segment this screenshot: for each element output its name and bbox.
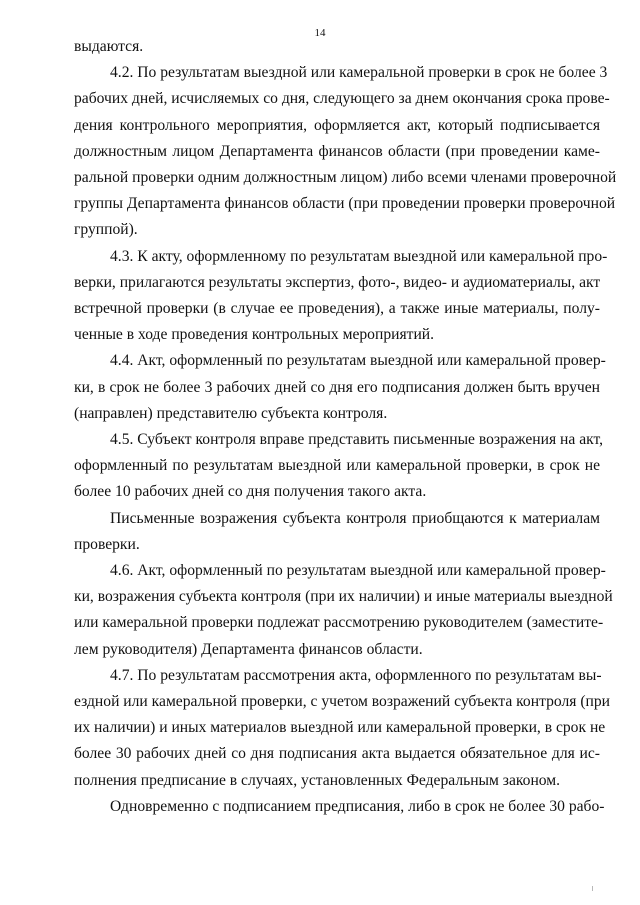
text-line: выдаются.: [74, 38, 144, 55]
text-line: их наличии) и иных материалов выездной или камеральной проверки, в срок не: [74, 719, 606, 737]
text-line: 4.6. Акт, оформленный по результатам выездной или камеральной провер-: [110, 562, 606, 580]
text-line: ездной или камеральной проверки, с учетом возражений субъекта контроля (при: [74, 693, 611, 711]
text-line: 4.2. По результатам выездной или камеральной проверки в срок не более 3: [110, 64, 608, 82]
text-line: 4.3. К акту, оформленному по результатам выездной или камеральной про-: [110, 247, 608, 265]
text-line: (направлен) представителю субъекта контроля.: [74, 404, 388, 422]
text-line: проверки.: [74, 535, 140, 553]
text-line: встречной проверки (в случае ее проведения), а также иные материалы, полу-: [74, 300, 600, 318]
text-line: ченные в ходе проведения контрольных мероприятий.: [74, 326, 435, 344]
text-line: группы Департамента финансов области (при проведении проверки проверочной: [74, 195, 616, 213]
text-line: лем руководителя) Департамента финансов области.: [74, 640, 423, 658]
text-line: 4.5. Субъект контроля вправе представить письменные возражения на акт,: [110, 431, 604, 449]
text-line: Одновременно с подписанием предписания, либо в срок не более 30 рабо-: [110, 797, 605, 815]
text-line: ки, возражения субъекта контроля (при их наличии) и иные материалы выездной: [74, 588, 613, 606]
text-line: или камеральной проверки подлежат рассмотрению руководителем (заместите-: [74, 614, 604, 632]
text-line: 4.7. По результатам рассмотрения акта, оформленного по результатам вы-: [110, 666, 602, 684]
text-line: дения контрольного мероприятия, оформляется акт, который подписывается: [74, 116, 600, 134]
text-line: ки, в срок не более 3 рабочих дней со дня его подписания должен быть вручен: [74, 378, 600, 396]
text-line: рабочих дней, исчисляемых со дня, следующего за днем окончания срока прове-: [74, 90, 610, 108]
text-line: группой).: [74, 221, 138, 239]
text-line: 4.4. Акт, оформленный по результатам выездной или камеральной провер-: [110, 352, 606, 370]
page-number: 14: [314, 27, 326, 39]
text-line: Письменные возражения субъекта контроля приобщаются к материалам: [110, 509, 600, 527]
document-body: [74, 34, 617, 820]
text-line: верки, прилагаются результаты экспертиз, фото-, видео- и аудиоматериалы, акт: [74, 273, 601, 291]
text-line: должностным лицом Департамента финансов области (при проведении каме-: [74, 142, 600, 160]
text-line: более 10 рабочих дней со дня получения такого акта.: [74, 483, 427, 501]
text-line: оформленный по результатам выездной или камеральной проверки, в срок не: [74, 457, 600, 475]
text-line: полнения предписание в случаях, установленных Федеральным законом.: [74, 771, 561, 789]
text-line: более 30 рабочих дней со дня подписания акта выдается обязательное для ис-: [74, 745, 600, 763]
scan-mark: [592, 886, 593, 891]
text-line: ральной проверки одним должностным лицом) либо всеми членами проверочной: [74, 169, 617, 187]
